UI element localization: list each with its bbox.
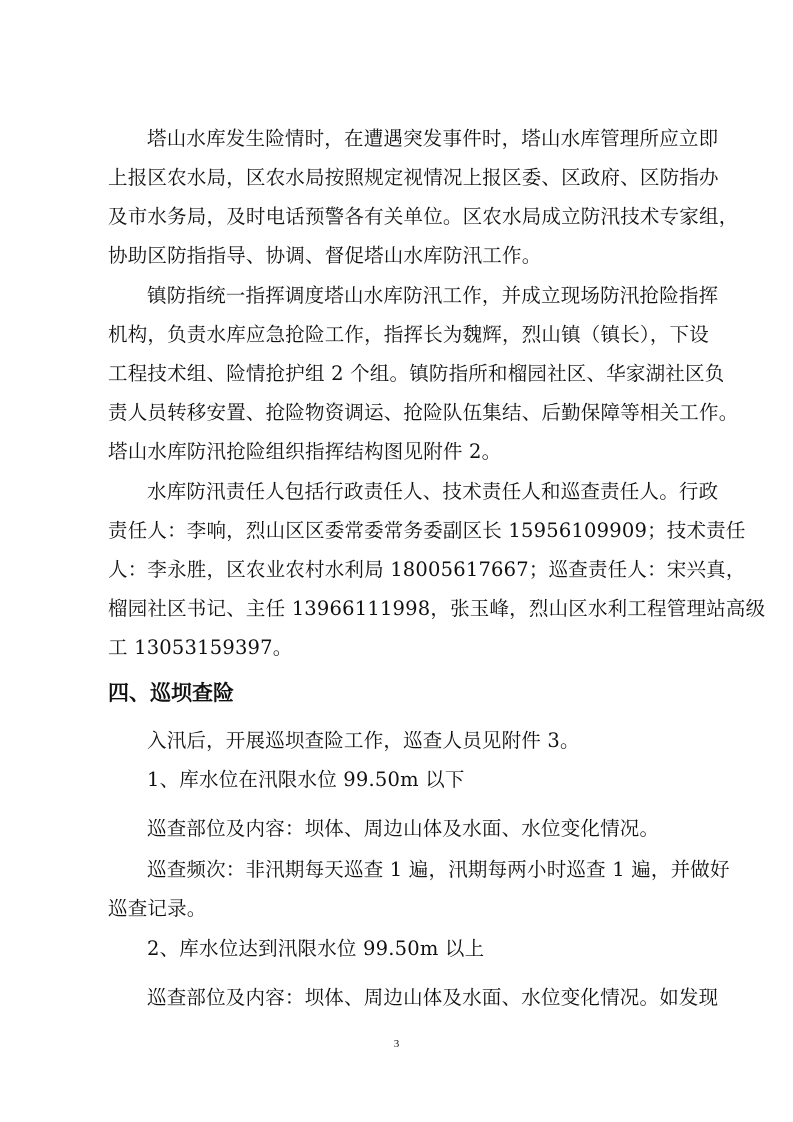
- paragraph-2-line-3: 工程技术组、险情抢护组 2 个组。镇防指所和榴园社区、华家湖社区负: [108, 362, 725, 385]
- paragraph-2-line-1: 镇防指统一指挥调度塔山水库防汛工作，并成立现场防汛抢险指挥: [147, 284, 719, 307]
- item-1-frequency-line-2: 巡查记录。: [108, 897, 207, 920]
- paragraph-3-line-2: 责任人：李响，烈山区区委常委常务委副区长 15956109909；技术责任: [108, 519, 746, 542]
- paragraph-2-line-2: 机构，负责水库应急抢险工作，指挥长为魏辉，烈山镇（镇长），下设: [108, 323, 709, 346]
- item-1-title: 1、库水位在汛限水位 99.50m 以下: [147, 768, 465, 791]
- paragraph-1-line-4: 协助区防指指导、协调、督促塔山水库防汛工作。: [108, 244, 542, 267]
- paragraph-1-line-1: 塔山水库发生险情时，在遭遇突发事件时，塔山水库管理所应立即: [147, 127, 719, 150]
- paragraph-2-line-5: 塔山水库防汛抢险组织指挥结构图见附件 2。: [108, 440, 502, 463]
- paragraph-3-line-3: 人：李永胜，区农业农村水利局 18005617667；巡查责任人：宋兴真，: [108, 558, 746, 581]
- page-number: 3: [393, 1038, 400, 1050]
- item-2-title: 2、库水位达到汛限水位 99.50m 以上: [147, 937, 485, 960]
- paragraph-3-line-4: 榴园社区书记、主任 13966111998，张玉峰，烈山区水利工程管理站高级: [108, 597, 766, 620]
- paragraph-1-line-2: 上报区农水局，区农水局按照规定视情况上报区委、区政府、区防指办: [108, 166, 719, 189]
- paragraph-3-line-5: 工 13053159397。: [108, 636, 293, 659]
- section-heading: 四、巡坝查险: [108, 681, 234, 705]
- item-1-scope: 巡查部位及内容：坝体、周边山体及水面、水位变化情况。: [147, 817, 660, 840]
- paragraph-3-line-1: 水库防汛责任人包括行政责任人、技术责任人和巡查责任人。行政: [147, 480, 719, 503]
- paragraph-2-line-4: 责人员转移安置、抢险物资调运、抢险队伍集结、后勤保障等相关工作。: [108, 401, 739, 424]
- paragraph-1-line-3: 及市水务局，及时电话预警各有关单位。区农水局成立防汛技术专家组，: [108, 205, 739, 228]
- section-intro: 入汛后，开展巡坝查险工作，巡查人员见附件 3。: [147, 729, 580, 752]
- item-2-scope: 巡查部位及内容：坝体、周边山体及水面、水位变化情况。如发现: [147, 986, 719, 1009]
- item-1-frequency-line-1: 巡查频次：非汛期每天巡查 1 遍，汛期每两小时巡查 1 遍，并做好: [147, 858, 730, 881]
